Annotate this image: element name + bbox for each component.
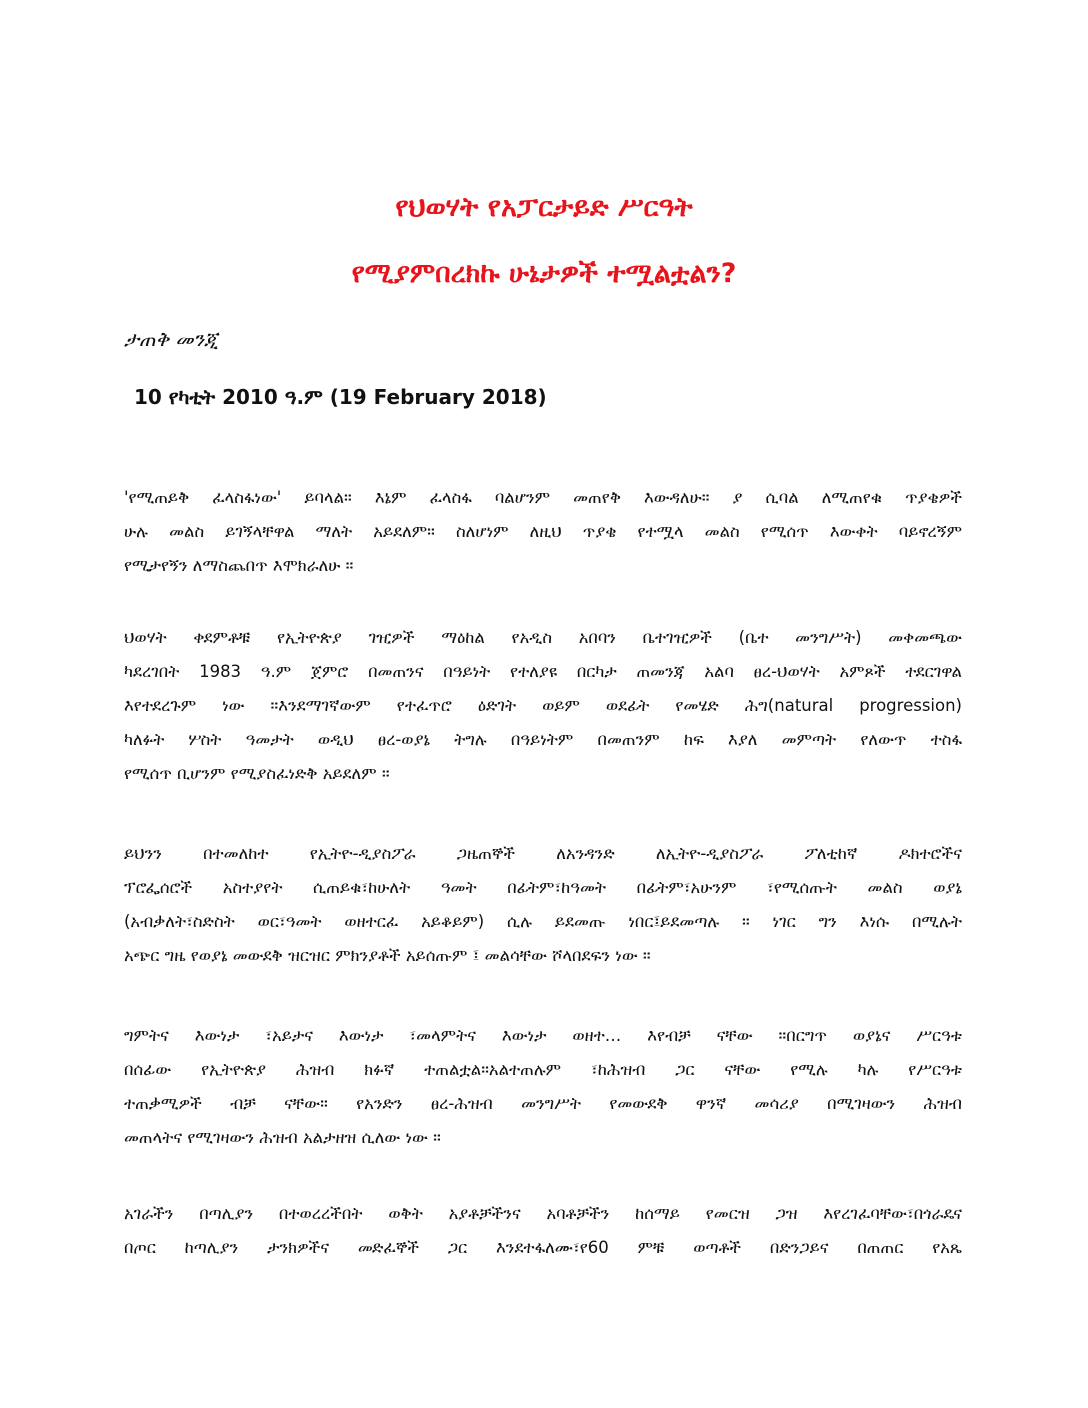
- document-title-line-2: የሚያምበረክኩ ሁኔታዎች ተሟልቷልን?: [351, 258, 737, 289]
- paragraph-line: ተጠቃሚዎች ብቻ ናቸው። የአንድን ፀረ-ሕዝብ መንግሥት የመውደቅ ዋንኛ መሳሪያ በሚገዛውን ሕዝብ: [124, 1094, 962, 1113]
- paragraph-line: ካደረገበት 1983 ዓ.ም ጀምሮ በመጠንና በዓይነት የተለያዩ በርካታ ጠመንጃ አልባ ፀረ-ህወሃት አምጾች ተደርገዋል: [124, 662, 962, 681]
- paragraph-line: አጭር ግዜ የወያኔ መውደቅ ዝርዝር ምክንያቶች አይሰጡም ፤ መልሳቸው ሾላበደፍን ነው ።: [124, 946, 651, 965]
- paragraph-1: [124, 481, 962, 583]
- paragraph-2: [124, 621, 962, 791]
- paragraph-3: [124, 837, 962, 973]
- paragraph-line: መጠላትና የሚገዛውን ሕዝብ አልታዘዝ ሲለው ነው ።: [124, 1128, 441, 1147]
- paragraph-line: አገራችን በጣሊያን በተወረረችበት ወቅት አያቶቻችንና አባቶቻችን ከሰማይ የመርዝ ጋዝ እየረገፈባቸው፣በጎራዴና: [124, 1204, 962, 1223]
- paragraph-line: የሚሰጥ ቢሆንም የሚያስፈነድቅ አይደለም ።: [124, 764, 390, 783]
- paragraph-5: [124, 1197, 962, 1265]
- paragraph-line: ሁሉ መልስ ይገኝላቸዋል ማለት አይደለም። ስለሆነም ለዚህ ጥያቄ የተሟላ መልስ የሚሰጥ እውቀት ባይኖረኝም: [124, 522, 962, 541]
- paragraph-line: የሚታየኝን ለማስጨበጥ እሞክራለሁ ።: [124, 556, 354, 575]
- paragraph-line: ህወሃት ቀደምቶቹ የኢትዮጵያ ገዢዎች ማዕከል የአዲስ አበባን ቤተገዢዎች (ቤተ መንግሥት) መቀመጫው: [124, 628, 962, 647]
- paragraph-line: በሰፊው የኢትዮጵያ ሕዝብ ክፉኛ ተጠልቷል።አልተጠሉም ፣ከሕዝብ ጋር ናቸው የሚሉ ካሉ የሥርዓቱ: [124, 1060, 962, 1079]
- paragraph-line: እየተደረጉም ነው ።እንደማገኛውም የተፈጥሮ ዕድገት ወይም ወደፊት የመሄድ ሕግ(natural progression): [124, 696, 962, 715]
- paragraph-line: (አብቃለት፣ስድስት ወር፣ዓመት ወዘተርፈ አይቆይም) ሲሉ ይደመጡ ነበር፤ይደመጣሉ ። ነገር ግን እነሱ በሚሉት: [124, 912, 962, 931]
- publication-date: 10 የካቲት 2010 ዓ.ም (19 February 2018): [134, 385, 547, 409]
- paragraph-line: ፕሮፌሰሮች አስተያየት ሲጠይቁ፣ከሁለት ዓመት በፊትም፣ከዓመት በፊትም፣አሁንም ፣የሚሰጡት መልስ ወያኔ: [124, 878, 962, 897]
- paragraph-line: ግምትና እውነታ ፣አይታና እውነታ ፣መላምትና እውነታ ወዘተ… እየብቻ ናቸው ።በርግጥ ወያኔና ሥርዓቱ: [124, 1026, 962, 1045]
- paragraph-line: በጦር ከጣሊያን ታንክዎችና መድፈኞች ጋር እንደተፋለሙ፣የ60 ምቹ ወጣቶች በድንጋይና በጠጠር የአጼ: [124, 1238, 962, 1257]
- document-title-line-1: የህወሃት የአፓርታይድ ሥርዓት: [395, 192, 693, 223]
- paragraph-line: ካለፉት ሦስት ዓመታት ወዲህ ፀረ-ወያኔ ትግሉ በዓይነትም በመጠንም ከፍ እያለ መምጣት የለውጥ ተስፋ: [124, 730, 962, 749]
- paragraph-4: [124, 1019, 962, 1155]
- paragraph-line: ይህንን በተመለከተ የኢትዮ-ዲያስፖራ ጋዜጠኞች ለአንዳንድ ለኢትዮ-ዲያስፖራ ፖለቲከኛ ዶክተሮችና: [124, 844, 962, 863]
- paragraph-line: 'የሚጠይቅ ፈላስፋነው' ይባላል። እኔም ፈላስፋ ባልሆንም መጠየቅ እውዳለሁ። ያ ሲባል ለሚጠየቁ ጥያቄዎች: [124, 488, 962, 507]
- author-name: ታጠቅ መንጂ: [124, 327, 219, 351]
